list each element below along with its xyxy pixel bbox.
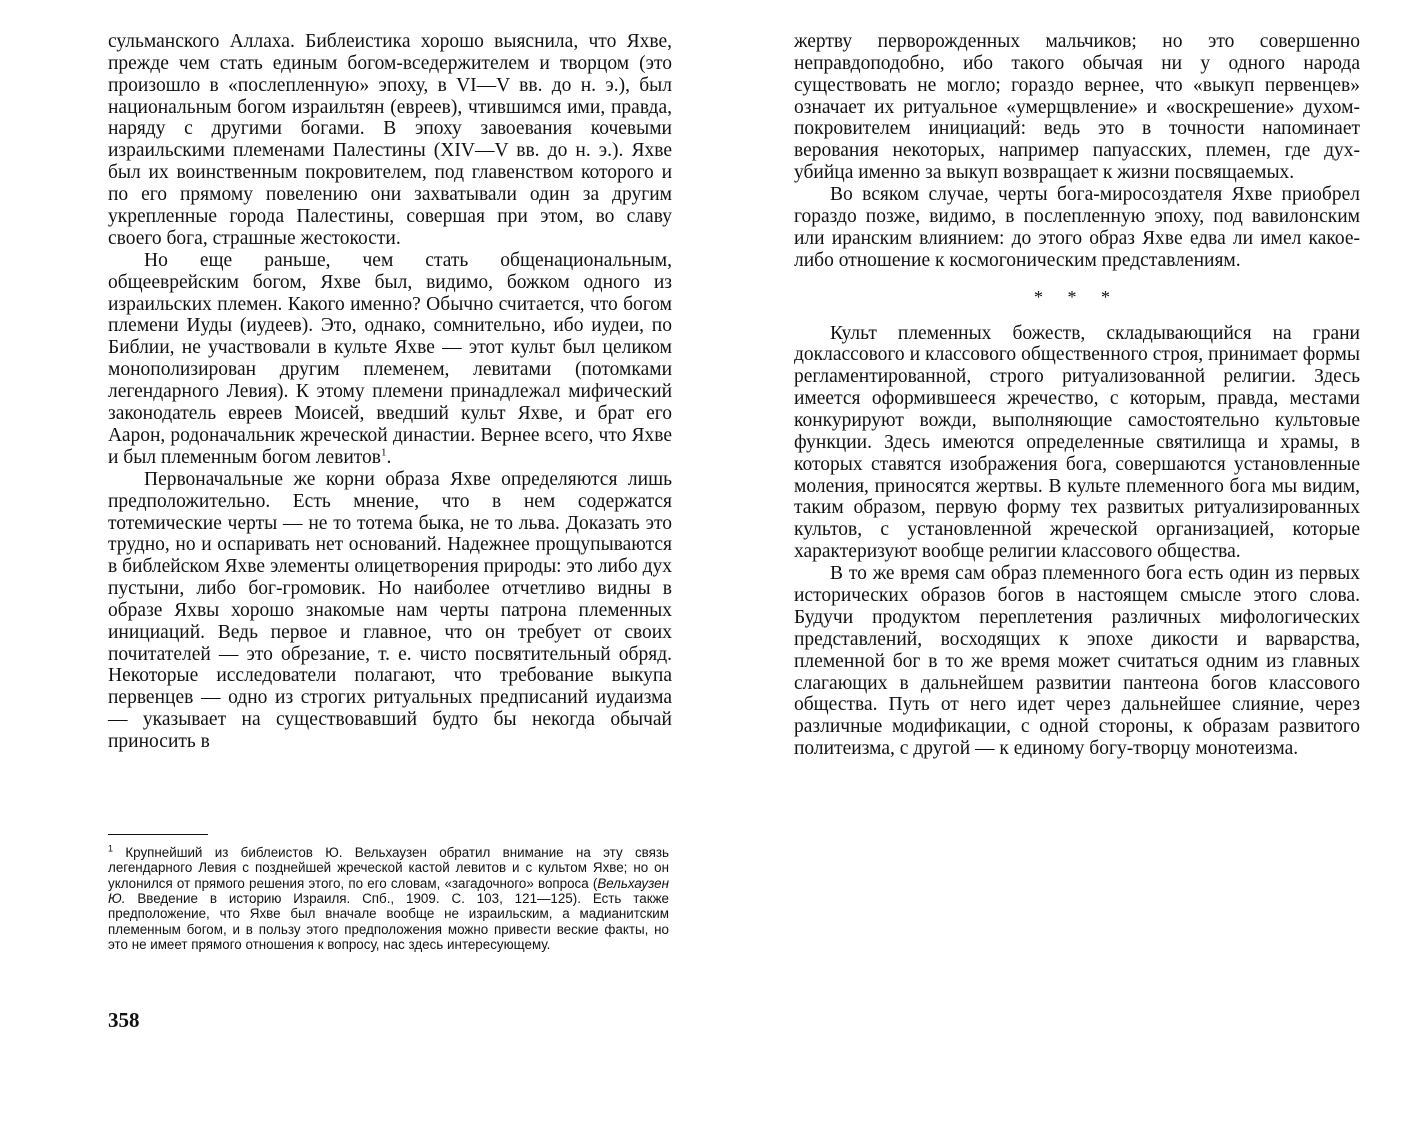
left-paragraph-3: Первоначальные же корни образа Яхве определяются лишь предположительно. Есть мнение, что в нем содержатся тотемические черты — не то тотема быка, не то льва. Доказать это трудно, но и оспаривать нет оснований. Надежнее прощупываются в библейском Яхве элементы олицетворения природы: это либо дух пустыни, либо бог-громовик. Но наиболее отчетливо видны в образе Яхвы хорошо знакомые нам черты патрона племенных инициаций. Ведь первое и главное, что он требует от своих почитателей — это обрезание, т. е. чисто посвятительный обряд. Некоторые исследователи полагают, что требование выкупа первенцев — одно из строгих ритуальных предписаний иудаизма — указывает на существовавший будто бы некогда обычай приносить в [108,468,672,752]
footnote-marker: 1 [108,843,114,854]
right-paragraph-2: Во всяком случае, черты бога-миросоздателя Яхве приобрел гораздо позже, видимо, в послепленную эпоху, под вавилонским или иранским влиянием: до этого образ Яхве едва ли имел какое-либо отношение к космогоническим представлениям. [794,184,1360,271]
left-paragraph-2: Но еще раньше, чем стать общенациональным, общееврейским богом, Яхве был, видимо, божком одного из израильских племен. Какого именно? Обычно считается, что богом племени Иуды (иудеев). Это, однако, сомнительно, ибо иудеи, по Библии, не участвовали в культе Яхве — этот культ был целиком монополизирован другим племенем, левитами (потомками легендарного Левия). К этому племени принадлежал мифический законодатель евреев Моисей, введший культ Яхве, и брат его Аарон, родоначальник жреческой династии. Вернее всего, что Яхве и был племенным богом левитов$^1$. [108,249,672,468]
page-number: 358 [108,1008,140,1032]
footnote-divider [108,834,208,835]
footnote-text-end: Введение в историю Израиля. Спб., 1909. С. 103, 121—125). Есть также предположение, что Яхве был вначале вообще не израильским, а мадианитским племенным богом, и в пользу этого предположения можно привести веские факты, но это не имеет прямого отношения к вопросу, нас здесь интересующему. [108,891,669,953]
right-paragraph-3: Культ племенных божеств, складывающийся на грани доклассового и классового общественного строя, принимает формы регламентированной, строго ритуализованной религии. Здесь имеется оформившееся жречество, с которым, правда, местами конкурируют вожди, выполняющие самостоятельно культовые функции. Здесь имеются определенные святилища и храмы, в которых ставятся изображения бога, совершаются установленные моления, приносятся жертвы. В культе племенного бога мы видим, таким образом, первую форму тех развитых ритуализированных культов, с установленной жреческой организацией, которые характеризуют вообще религии классового общества. [794,322,1360,563]
left-paragraph-2-text: Но еще раньше, чем стать общенациональным, общееврейским богом, Яхве был, видимо, божком одного из израильских племен. Какого именно? Обычно считается, что богом племени Иуды (иудеев). Это, однако, сомнительно, ибо иудеи, по Библии, не участвовали в культе Яхве — этот культ был целиком монополизирован другим племенем, левитами (потомками легендарного Левия). К этому племени принадлежал мифический законодатель евреев Моисей, введший культ Яхве, и брат его Аарон, родоначальник жреческой династии. Вернее всего, что Яхве и был племенным богом левитов [108,249,672,468]
right-paragraph-1: жертву перворожденных мальчиков; но это совершенно неправдоподобно, ибо такого обычая ни у одного народа существовать не могло; гораздо вернее, что «выкуп первенцев» означает их ритуальное «умерщвление» и «воскрешение» духом-покровителем инициаций: ведь это в точности напоминает верования некоторых, например папуасских, племен, где дух-убийца именно за выкуп возвращает к жизни посвящаемых. [794,31,1360,184]
section-break-asterisks: * * * [1034,286,1120,307]
left-paragraph-1: сульманского Аллаха. Библеистика хорошо выяснила, что Яхве, прежде чем стать единым богом-вседержителем и творцом (это произошло в «послепленную» эпоху, в VI—V вв. до н. э.), был национальным богом израильтян (евреев), чтившимся ими, правда, наряду с другими богами. В эпоху завоевания кочевыми израильскими племенами Палестины (XIV—V вв. до н. э.). Яхве был их воинственным покровителем, под главенством которого и по его прямому повелению они захватывали один за другим укрепленные города Палестины, совершая при этом, во славу своего бога, страшные жестокости. [108,31,672,249]
right-page-column [794,31,1360,760]
footnote-reference[interactable]: 1 [380,446,387,459]
left-page-column [108,31,672,753]
footnote-text-start: Крупнейший из библеистов Ю. Вельхаузен обратил внимание на эту связь легендарного Левия с позднейшей жреческой кастой левитов и с культом Яхве; но он уклонился от прямого решения этого, по его словам, «загадочного» вопроса ( [108,845,669,891]
right-paragraph-4: В то же время сам образ племенного бога есть один из первых исторических образов богов в настоящем смысле этого слова. Будучи продуктом переплетения различных мифологических представлений, восходящих к эпохе дикости и варварства, племенной бог в то же время может считаться одним из главных слагающих в дальнейшем развитии пантеона богов классового общества. Путь от него идет через дальнейшее слияние, через различные модификации, с одной стороны, к образам развитого политеизма, с другой — к единому богу-творцу монотеизма. [794,563,1360,760]
footnote-author-citation: Вельхаузен Ю. [108,875,669,907]
footnote [108,845,669,952]
